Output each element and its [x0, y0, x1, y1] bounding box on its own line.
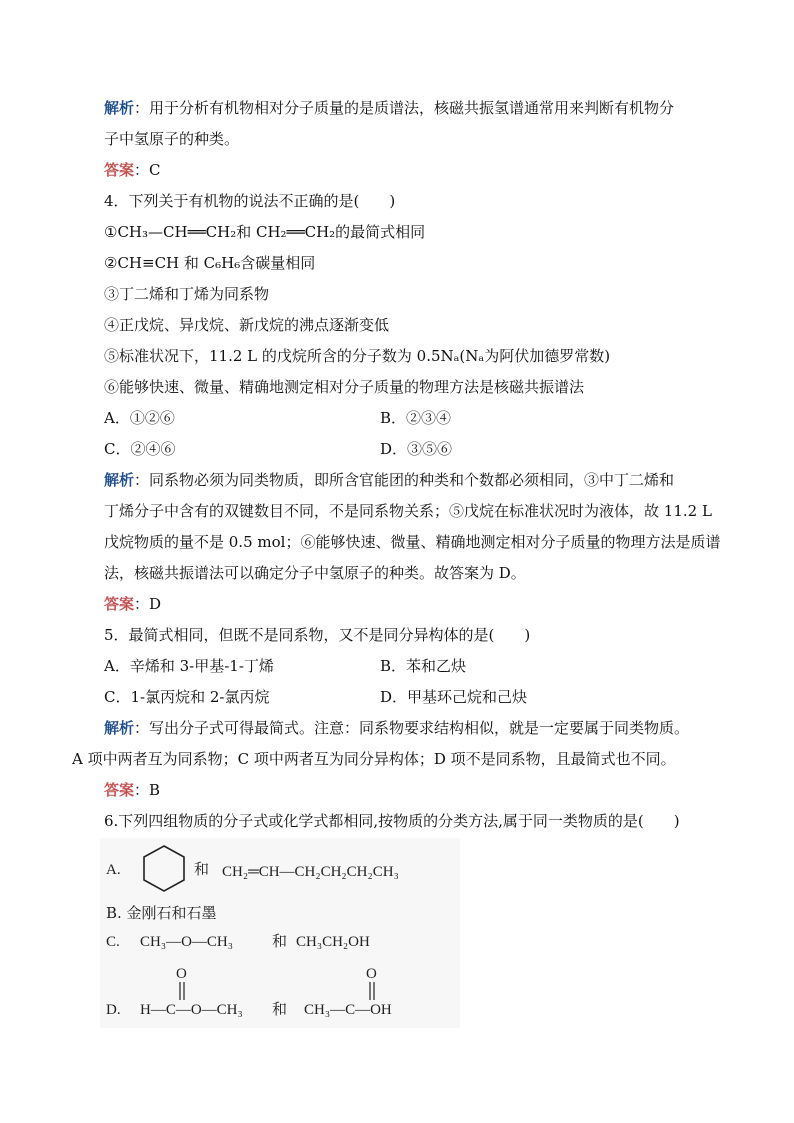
analysis-label: 解析 — [104, 471, 135, 489]
analysis-2-line-1 — [104, 470, 674, 490]
question-5-option-a: A．辛烯和 3-甲基-1-丁烯 — [104, 657, 274, 675]
analysis-label: 解析 — [104, 99, 135, 117]
question-4-option-c: C．②④⑥ — [104, 440, 176, 458]
carbonyl-o-right: O — [366, 966, 377, 982]
question-4-option-b: B．②③④ — [380, 409, 452, 427]
option-a-and: 和 — [194, 860, 210, 878]
option-a-label: A. — [106, 862, 121, 878]
analysis-text: ：同系物必须为同类物质，即所含官能团的种类和个数都必须相同，③中丁二烯和 — [134, 471, 675, 489]
option-c-label: C. — [106, 934, 120, 950]
carbonyl-o-left: O — [176, 966, 187, 982]
option-a-formula: CH₂═CH—CH₂CH₂CH₂CH₃ — [222, 864, 399, 880]
option-d-right-formula: CH₃—C—OH — [304, 1002, 392, 1018]
question-4-statement-1: ①CH₃—CH══CH₂和 CH₂══CH₂的最简式相同 — [104, 223, 426, 241]
option-c-right-formula: CH₃CH₂OH — [296, 934, 370, 950]
question-6-figure — [100, 838, 460, 1028]
answer-value: ：C — [134, 161, 161, 179]
question-5-option-b: B．苯和乙炔 — [380, 657, 467, 675]
analysis-1-line-2: 子中氢原子的种类。 — [104, 130, 240, 148]
question-5-stem: 5．最简式相同，但既不是同系物，又不是同分异构体的是( ) — [104, 626, 531, 644]
analysis-text: ：写出分子式可得最简式。注意：同系物要求结构相似，就是一定要属于同类物质。 — [134, 719, 690, 737]
question-5-option-c: C．1-氯丙烷和 2-氯丙烷 — [104, 688, 270, 706]
question-4-statement-4: ④正戊烷、异戊烷、新戊烷的沸点逐渐变低 — [104, 316, 390, 334]
question-4-statement-2: ②CH≡CH 和 C₆H₆含碳量相同 — [104, 254, 316, 272]
question-4-statement-3: ③丁二烯和丁烯为同系物 — [104, 285, 270, 303]
question-4-option-d: D．③⑤⑥ — [380, 440, 453, 458]
analysis-label: 解析 — [104, 719, 135, 737]
answer-3 — [104, 780, 160, 800]
option-d-label: D. — [106, 1002, 121, 1018]
answer-2 — [104, 594, 161, 614]
option-c-left-formula: CH₃—O—CH₃ — [140, 934, 233, 950]
analysis-text: ：用于分析有机物相对分子质量的是质谱法，核磁共振氢谱通常用来判断有机物分 — [134, 99, 675, 117]
question-4-statement-6: ⑥能够快速、微量、精确地测定相对分子质量的物理方法是核磁共振谱法 — [104, 378, 585, 396]
question-4-option-a: A．①②⑥ — [104, 409, 175, 427]
question-4-statement-5: ⑤标准状况下，11.2 L 的戊烷所含的分子数为 0.5Nₐ(Nₐ为阿伏加德罗常数) — [104, 347, 611, 365]
analysis-3-line-1 — [104, 718, 689, 738]
answer-label: 答案 — [104, 161, 135, 179]
analysis-2-line-3: 戊烷物质的量不是 0.5 mol；⑥能够快速、微量、精确地测定相对分子质量的物理方法是质谱 — [104, 533, 721, 551]
option-b-text: B. 金刚石和石墨 — [106, 904, 217, 922]
question-4-stem: 4．下列关于有机物的说法不正确的是( ) — [104, 192, 396, 210]
option-d-left-formula: H—C—O—CH₃ — [140, 1002, 243, 1018]
question-6-stem: 6.下列四组物质的分子式或化学式都相同,按物质的分类方法,属于同一类物质的是( ) — [104, 812, 680, 830]
analysis-2-line-2: 丁烯分子中含有的双键数目不同，不是同系物关系；⑤戊烷在标准状况时为液体，故 11.2 L — [104, 502, 712, 520]
structures-figure — [100, 838, 460, 1028]
answer-value: ：D — [134, 595, 162, 613]
analysis-3-line-2: A 项中两者互为同系物；C 项中两者互为同分异构体；D 项不是同系物，且最简式也不同。 — [72, 750, 676, 768]
analysis-2-line-4: 法，核磁共振谱法可以确定分子中氢原子的种类。故答案为 D。 — [104, 564, 526, 582]
answer-label: 答案 — [104, 781, 135, 799]
answer-label: 答案 — [104, 595, 135, 613]
cyclohexane-ring-icon — [144, 846, 184, 891]
answer-1 — [104, 160, 161, 180]
answer-value: ：B — [134, 781, 161, 799]
question-5-option-d: D．甲基环己烷和己炔 — [380, 688, 528, 706]
analysis-1-line-1 — [104, 98, 674, 118]
option-d-and: 和 — [272, 1000, 288, 1018]
option-c-and: 和 — [272, 932, 288, 950]
